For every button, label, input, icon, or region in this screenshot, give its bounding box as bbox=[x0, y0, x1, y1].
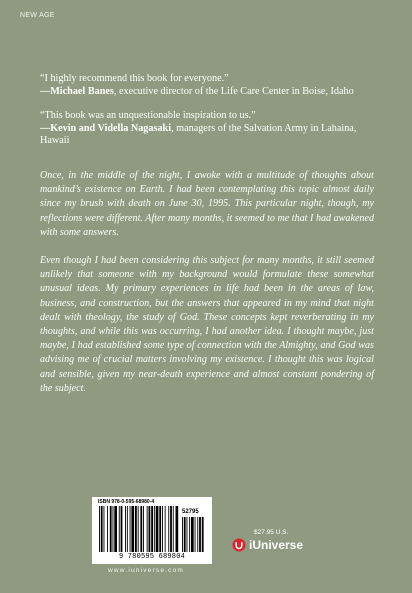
book-price: $27.95 U.S. bbox=[254, 529, 289, 536]
blurb-paragraph: Even though I had been considering this subject for many months, it still seemed unlikely that someone with my background would formulate these somewhat unusual ideas. My primary experiences in life had been in the areas of law, business, and construction, but the answers that appeared in my mind that night dealt with theology, the study of God. These concepts kept reverberating in my thoughts, and while this was occurring, I had another idea. I thought maybe, just maybe, I had established some type of connection with the Almighty, and God was advising me of crucial matters involving my existence. I thought this was logical and sensible, given my near-death experience and almost constant pondering of the subject. bbox=[40, 255, 374, 394]
quote-text: “This book was an unquestionable inspiration to us.” bbox=[40, 110, 256, 122]
publisher-website: www.iuniverse.com bbox=[108, 567, 185, 574]
attribution-detail: , executive director of the Life Care Center in Boise, Idaho bbox=[113, 85, 354, 97]
isbn-barcode bbox=[92, 497, 212, 564]
endorsement-quotes bbox=[40, 73, 380, 160]
category-label: NEW AGE bbox=[20, 12, 55, 19]
publisher-logo bbox=[232, 538, 303, 552]
endorsement-quote bbox=[40, 73, 380, 98]
price-code: 52795 bbox=[182, 509, 199, 515]
publisher-name: iUniverse bbox=[249, 538, 304, 552]
quote-attribution bbox=[40, 86, 380, 99]
attribution-name: —Kevin and Vidella Nagasaki bbox=[40, 122, 172, 134]
attribution-name: —Michael Banes bbox=[40, 85, 114, 97]
attribution-detail: , managers of the Salvation Army in Lahaina, Hawaii bbox=[40, 122, 357, 147]
blurb-paragraph: Once, in the middle of the night, I awoke with a multitude of thoughts about mankind’s existence on Earth. I had been contemplating this topic almost daily since my brush with death on June 30, 1995. This particular night, though, my reflections were different. After many months, it seemed to me that I had awakened with some answers. bbox=[40, 170, 374, 238]
isbn-label: ISBN 978-0-595-68980-4 bbox=[98, 499, 155, 505]
quote-text: “I highly recommend this book for everyone.” bbox=[40, 73, 229, 84]
publisher-logo-icon bbox=[232, 538, 246, 552]
quote-attribution bbox=[40, 123, 380, 148]
endorsement-quote bbox=[40, 110, 380, 148]
isbn-digits: 9 780595 689804 bbox=[118, 553, 185, 561]
